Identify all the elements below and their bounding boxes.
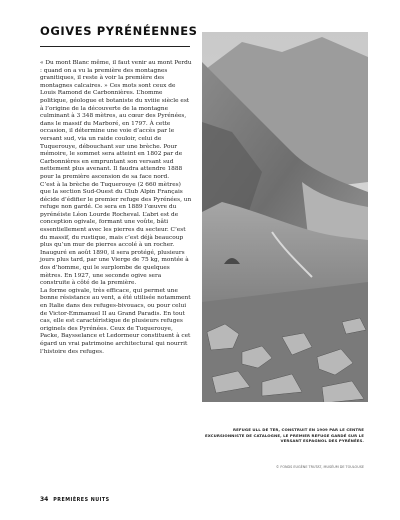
book-title: PREMIÈRES NUITS	[53, 498, 110, 503]
paragraph-2: C’est à la brèche de Tuquerouye (2 660 mètres) que la section Sud-Ouest du Club Alpin Français décide d’édifier le premier refuge des Pyrénées, un refuge non gardé. Ce sera en 1889 l’œuvre du pyrénéiste Léon Lourde Rocheval. L’abri est de conception ogivale, formant une voûte, bâti essentiellement avec les pierres du secteur. C’est du massif, du rustique, mais c’est déjà beaucoup plus qu’un mur de pierres accolé à un rocher. Inauguré en août 1890, il sera protégé, plusieurs jours plus tard, par une Vierge de 75 kg, montée à dos d’homme, qui le surplombe de quelques mètres. En 1927, une seconde ogive sera construite à côté de la première.	[40, 181, 192, 287]
photo-credit: © FONDS EUGÈNE TRUTAT, MUSÉUM DE TOULOUSE	[275, 465, 364, 469]
article-body	[40, 60, 192, 356]
page-title: OGIVES PYRÉNÉENNES	[40, 24, 198, 38]
page-footer	[40, 496, 110, 503]
paragraph-1: « Du mont Blanc même, il faut venir au mont Perdu : quand on a vu la première des montagnes granitiques, il reste à voir la première des montagnes calcaires. » Ces mots sont ceux de Louis Ramond de Carbonnières. L’homme politique, géologue et botaniste du xviiie siècle est à l’origine de la découverte de la montagne culminant à 3 348 mètres, au cœur des Pyrénées, dans le massif du Marboré, en 1797. À cette occasion, il détermine une voie d’accès par le versant sud, via un raide couloir, celui de Tuquerouye, débouchant sur une brèche. Pour mémoire, le sommet sera atteint en 1802 par de Carbonnières en empruntant son versant sud nettement plus avenant. Il faudra attendre 1888 pour la première ascension de sa face nord.	[40, 60, 192, 180]
photo-caption: REFUGE ULL DE TER, CONSTRUIT EN 1909 PAR LE CENTRE EXCURSIONNISTE DE CATALOGNE, LE PREMIER REFUGE GARDÉ SUR LE VERSANT ESPAGNOL DES PYRÉNÉES.	[204, 427, 364, 444]
title-divider	[40, 46, 190, 47]
mountain-refuge-photo	[202, 32, 368, 402]
page-number: 34	[40, 496, 49, 503]
refuge-photo	[202, 32, 368, 402]
paragraph-3: La forme ogivale, très efficace, qui permet une bonne résistance au vent, a été utilisée notamment en Italie dans des refuges-bivouacs, ou pour celui de Victor-Emmanuel II au Grand Paradis. En tout cas, elle est caractéristique de plusieurs refuges originels des Pyrénées. Ceux de Tuquerouye, Packe, Baysselance et Ledormeur constituent à cet égard un vrai patrimoine architectural qui nourrit l’histoire des refuges.	[40, 287, 191, 355]
